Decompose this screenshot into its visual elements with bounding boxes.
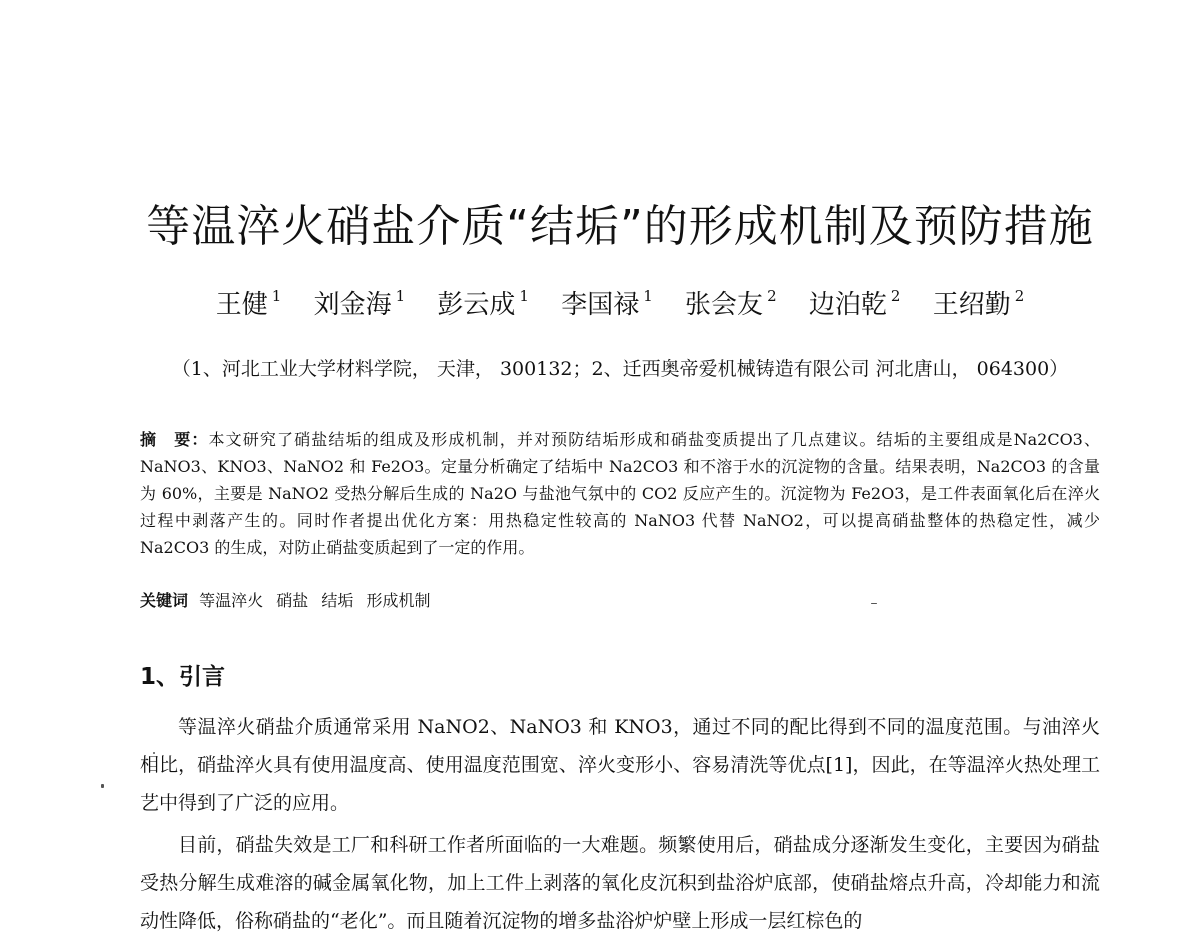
author-affiliation-mark: 2	[767, 287, 777, 305]
author-item	[561, 287, 653, 320]
keywords-line	[140, 588, 438, 611]
keyword: 等温淬火	[199, 591, 264, 610]
abstract-label: 摘 要：	[140, 430, 209, 449]
author-name: 边泊乾	[808, 290, 887, 320]
abstract-block	[140, 426, 1100, 561]
author-affiliation-mark: 1	[271, 287, 282, 305]
author-affiliation-mark: 1	[519, 287, 529, 305]
author-item	[932, 287, 1025, 320]
affiliation-line: （1、河北工业大学材料学院， 天津， 300132；2、迁西奥帝爱机械铸造有限公司 河北唐山， 064300）	[171, 358, 1069, 380]
scan-speck	[871, 603, 877, 604]
keywords-label: 关键词	[140, 591, 189, 610]
author-name: 王绍勤	[932, 290, 1011, 320]
author-name: 张会友	[685, 290, 764, 320]
author-item	[808, 287, 901, 320]
author-affiliation-mark: 2	[1014, 287, 1025, 305]
author-affiliation-mark: 1	[643, 287, 653, 305]
author-list	[0, 284, 1200, 321]
author-name: 李国禄	[561, 290, 640, 320]
author-name: 彭云成	[437, 290, 516, 320]
author-name: 王健	[215, 290, 268, 320]
abstract-text: 本文研究了硝盐结垢的组成及形成机制，并对预防结垢形成和硝盐变质提出了几点建议。结垢的主要组成是Na2CO3、NaNO3、KNO3、NaNO2 和 Fe2O3。定量分析确定了结垢中 Na2CO3 和不溶于水的沉淀物的含量。结果表明，Na2CO3 的含量为 60%，主要是 NaNO2 受热分解后生成的 Na2O 与盐池气氛中的 CO2 反应产生的。沉淀物为 Fe2O3，是工件表面氧化后在淬火过程中剥落产生的。同时作者提出优化方案：用热稳定性较高的 NaNO3 代替 NaNO2，可以提高硝盐整体的热稳定性，减少 Na2CO3 的生成，对防止硝盐变质起到了一定的作用。	[140, 430, 1100, 557]
author-item	[437, 287, 529, 320]
body-paragraph: 等温淬火硝盐介质通常采用 NaNO2、NaNO3 和 KNO3，通过不同的配比得到不同的温度范围。与油淬火相比，硝盐淬火具有使用温度高、使用温度范围宽、淬火变形小、容易清洗等优点[1]，因此，在等温淬火热处理工艺中得到了广泛的应用。	[140, 716, 1100, 814]
section-heading-introduction: 1、引言	[140, 664, 226, 690]
keyword: 硝盐	[276, 591, 309, 610]
author-affiliation-mark: 2	[890, 287, 901, 305]
author-affiliation-mark: 1	[395, 287, 406, 305]
body-paragraph: 目前，硝盐失效是工厂和科研工作者所面临的一大难题。频繁使用后，硝盐成分逐渐发生变化，主要因为硝盐受热分解生成难溶的碱金属氧化物，加上工件上剥落的氧化皮沉积到盐浴炉底部，使硝盐熔点升高，冷却能力和流动性降低，俗称硝盐的“老化”。而且随着沉淀物的增多盐浴炉炉壁上形成一层红棕色的	[140, 834, 1100, 932]
keyword: 结垢	[321, 591, 354, 610]
scan-speck	[101, 784, 104, 788]
author-item	[313, 287, 406, 320]
introduction-body	[140, 708, 1100, 944]
author-name: 刘金海	[313, 290, 392, 320]
author-item	[215, 287, 282, 320]
paper-title: 等温淬火硝盐介质“结垢”的形成机制及预防措施	[146, 201, 1094, 252]
scan-speck	[153, 752, 155, 754]
author-item	[685, 287, 777, 320]
keyword: 形成机制	[366, 591, 431, 610]
